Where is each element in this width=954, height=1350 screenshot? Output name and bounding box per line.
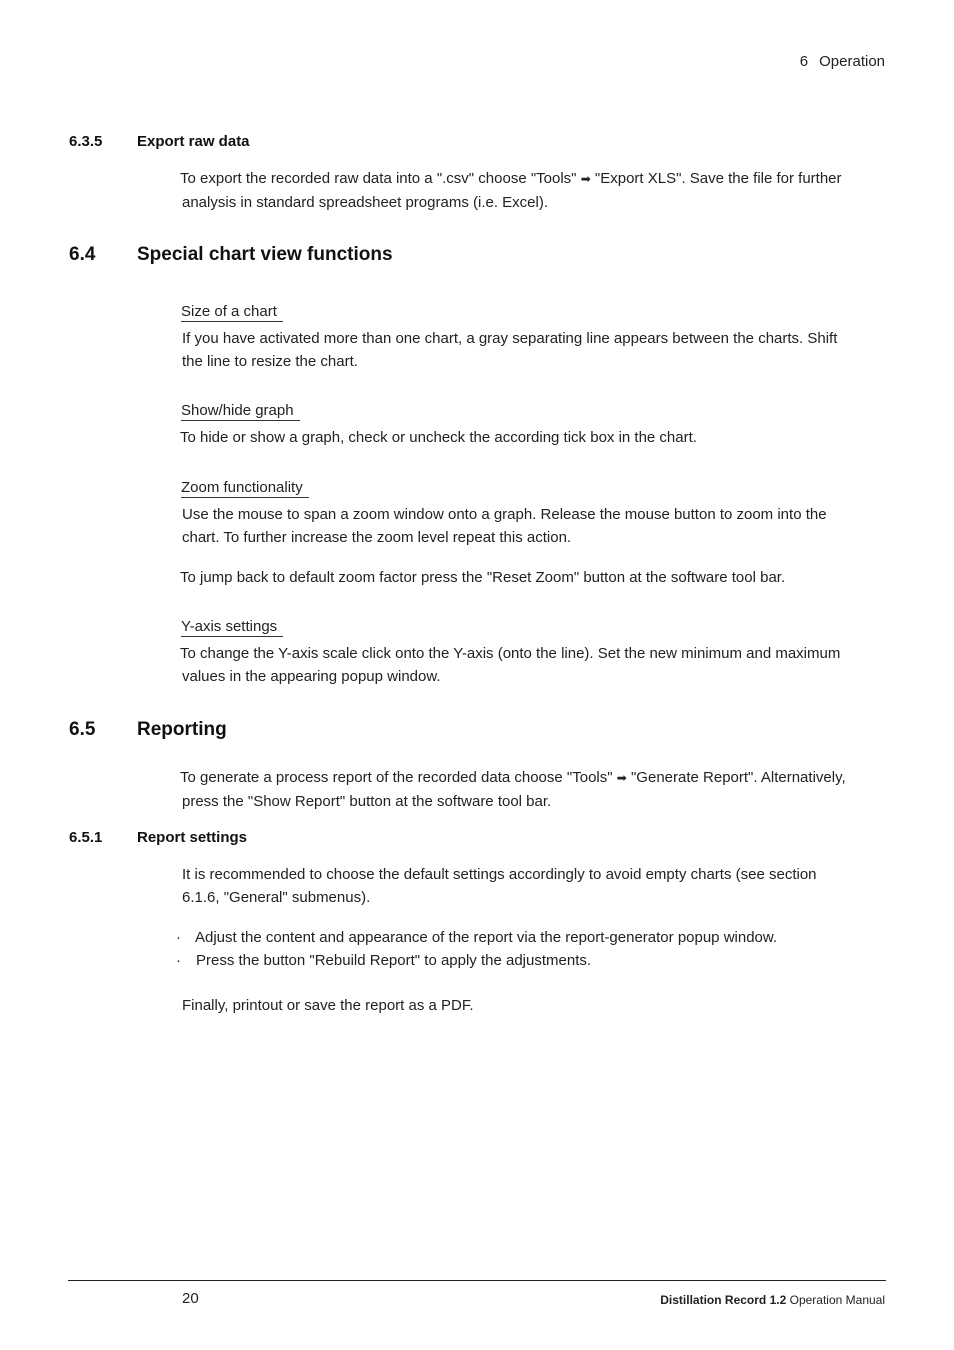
bullet-text-1: Adjust the content and appearance of the report via the report-generator popup window. [195,929,778,946]
export-text-1b: "Export XLS". Save the file for further [594,170,842,187]
final-paragraph [182,994,892,1017]
reporting-text-1b: "Generate Report". Alternatively, [630,769,846,786]
reporting-paragraph [180,766,890,813]
zoom-line-1: Use the mouse to span a zoom window onto a graph. Release the mouse button to zoom into the [182,506,827,523]
show-hide-graph-subheading: Show/hide graph [181,401,300,421]
size-line-2: the line to resize the chart. [182,353,358,370]
yaxis-line-2: values in the appearing popup window. [182,668,441,685]
show-line-1: To hide or show a graph, check or uncheck the according tick box in the chart. [180,429,697,446]
section-number: 6.5.1 [69,829,103,846]
section-number: 6.5 [69,719,96,740]
footer-divider [68,1280,886,1281]
zoom-line-2: chart. To further increase the zoom level repeat this action. [182,529,572,546]
right-arrow-icon: ➡ [580,172,591,186]
section-title: Report settings [137,829,248,846]
right-arrow-icon: ➡ [616,771,627,785]
yaxis-line-1: To change the Y-axis scale click onto the Y-axis (onto the line). Set the new minimum and maximum [180,645,841,662]
report-settings-line-1: It is recommended to choose the default settings accordingly to avoid empty charts (see section [182,866,817,883]
report-settings-paragraph [182,863,892,909]
reporting-text-1a: To generate a process report of the recorded data choose "Tools" [180,769,613,786]
final-line: Finally, printout or save the report as a PDF. [182,997,474,1014]
bullet-icon: · [176,929,181,946]
show-hide-paragraph [180,426,890,449]
bullet-icon: · [176,952,181,969]
reset-zoom-paragraph [180,566,890,589]
section-number: 6.4 [69,244,96,265]
chapter-title: Operation [819,53,885,70]
size-of-chart-paragraph [182,327,892,373]
section-title: Reporting [137,719,227,740]
section-number: 6.3.5 [69,133,103,150]
section-title: Export raw data [137,133,250,150]
size-of-chart-subheading: Size of a chart [181,302,283,322]
export-text-2: analysis in standard spreadsheet programs (i.e. Excel). [182,194,549,211]
list-item [176,926,777,949]
chapter-number: 6 [799,53,809,70]
bullet-text-2: Press the button "Rebuild Report" to apply the adjustments. [196,952,592,969]
section-6-5-heading [69,719,769,745]
page-number: 20 [182,1290,199,1307]
section-title: Special chart view functions [137,244,393,265]
section-6-5-1-heading [69,829,769,855]
document-type: Operation Manual [789,1293,885,1307]
zoom-line-3: To jump back to default zoom factor press the "Reset Zoom" button at the software tool bar. [180,569,786,586]
export-paragraph [180,167,890,214]
list-item [176,949,591,972]
report-settings-line-2: 6.1.6, "General" submenus). [182,889,371,906]
section-6-3-5-heading [69,133,769,159]
y-axis-paragraph [180,642,890,688]
zoom-paragraph [182,503,892,549]
y-axis-settings-subheading: Y-axis settings [181,617,283,637]
zoom-functionality-subheading: Zoom functionality [181,478,309,498]
section-6-4-heading [69,244,769,270]
product-name: Distillation Record 1.2 [660,1293,787,1307]
size-line-1: If you have activated more than one chart, a gray separating line appears between the charts. Shift [182,330,838,347]
reporting-text-2: press the "Show Report" button at the software tool bar. [182,793,552,810]
running-head [800,53,885,70]
export-text-1: To export the recorded raw data into a ".csv" choose "Tools" [180,170,577,187]
footer-document-title [660,1293,885,1307]
